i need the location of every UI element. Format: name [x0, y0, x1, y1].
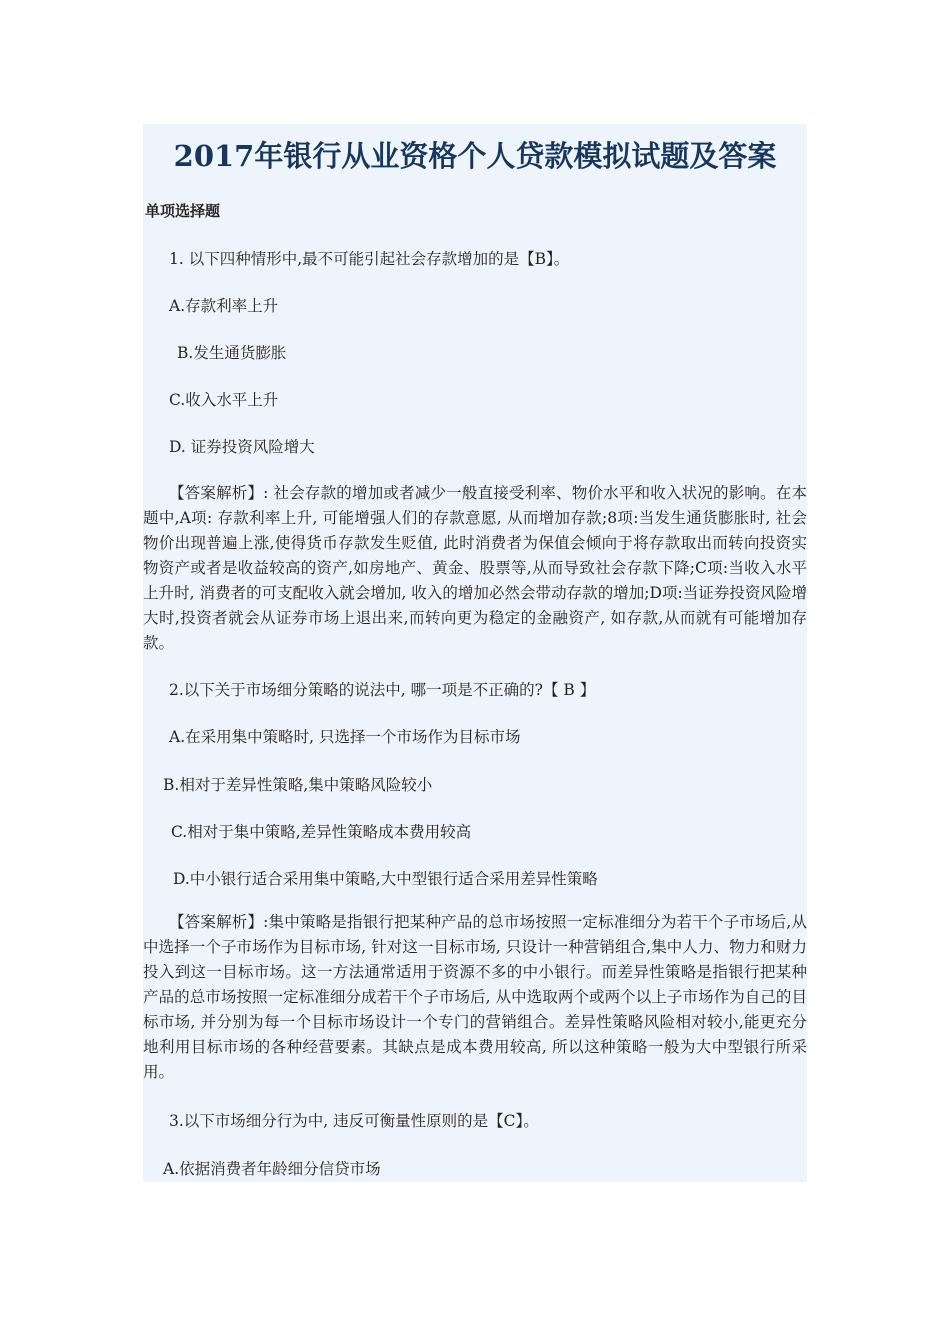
document-page	[143, 124, 807, 1182]
question-1-analysis: 【答案解析】: 社会存款的增加或者减少一般直接受利率、物价水平和收入状况的影响。在本题中,A项: 存款利率上升, 可能增强人们的存款意愿, 从而增加存款;8项:当发生通货膨胀时, 社会物价出现普遍上涨,使得货币存款发生贬值, 此时消费者为保值会倾向于将存款取出而转向投资实物资产或者是收益较高的资产,如房地产、黄金、股票等,从而导致社会存款下降;C项:当收入水平上升时, 消费者的可支配收入就会增加, 收入的增加必然会带动存款的增加;D项:当证券投资风险增大时,投资者就会从证券市场上退出来,而转向更为稳定的金融资产, 如存款,从而就有可能增加存款。	[143, 484, 807, 652]
question-2-analysis: 【答案解析】:集中策略是指银行把某种产品的总市场按照一定标准细分为若干个子市场后,从中选择一个子市场作为目标市场, 针对这一目标市场, 只设计一种营销组合,集中人力、物力和财力投入到这一目标市场。这一方法通常适用于资源不多的中小银行。而差异性策略是指银行把某种产品的总市场按照一定标准细分成若干个子市场后, 从中选取两个或两个以上子市场作为自己的目标市场, 并分别为每一个目标市场设计一个专门的营销组合。差异性策略风险相对较小,能更充分地利用目标市场的各种经营要素。其缺点是成本费用较高, 所以这种策略一般为大中型银行所采用。	[143, 913, 807, 1081]
question-1-option-d: D. 证券投资风险增大	[169, 438, 315, 456]
question-3-stem: 3.以下市场细分行为中, 违反可衡量性原则的是【C】。	[169, 1112, 539, 1130]
question-2-stem: 2.以下关于市场细分策略的说法中, 哪一项是不正确的?【 B 】	[169, 681, 596, 699]
question-2-option-a: A.在采用集中策略时, 只选择一个市场作为目标市场	[169, 728, 521, 746]
question-1-option-b: B.发生通货膨胀	[177, 344, 287, 362]
question-1-option-a: A.存款利率上升	[169, 297, 279, 315]
question-2-option-d: D.中小银行适合采用集中策略,大中型银行适合采用差异性策略	[173, 870, 598, 888]
question-3-option-a: A.依据消费者年龄细分信贷市场	[163, 1160, 381, 1178]
document-title: 2017年银行从业资格个人贷款模拟试题及答案	[173, 139, 777, 173]
question-2-option-c: C.相对于集中策略,差异性策略成本费用较高	[171, 823, 472, 841]
question-1-option-c: C.收入水平上升	[169, 391, 279, 409]
section-heading: 单项选择题	[145, 202, 221, 220]
question-1-stem: 1. 以下四种情形中,最不可能引起社会存款增加的是【B】。	[169, 250, 570, 268]
question-2-option-b: B.相对于差异性策略,集中策略风险较小	[163, 776, 433, 794]
